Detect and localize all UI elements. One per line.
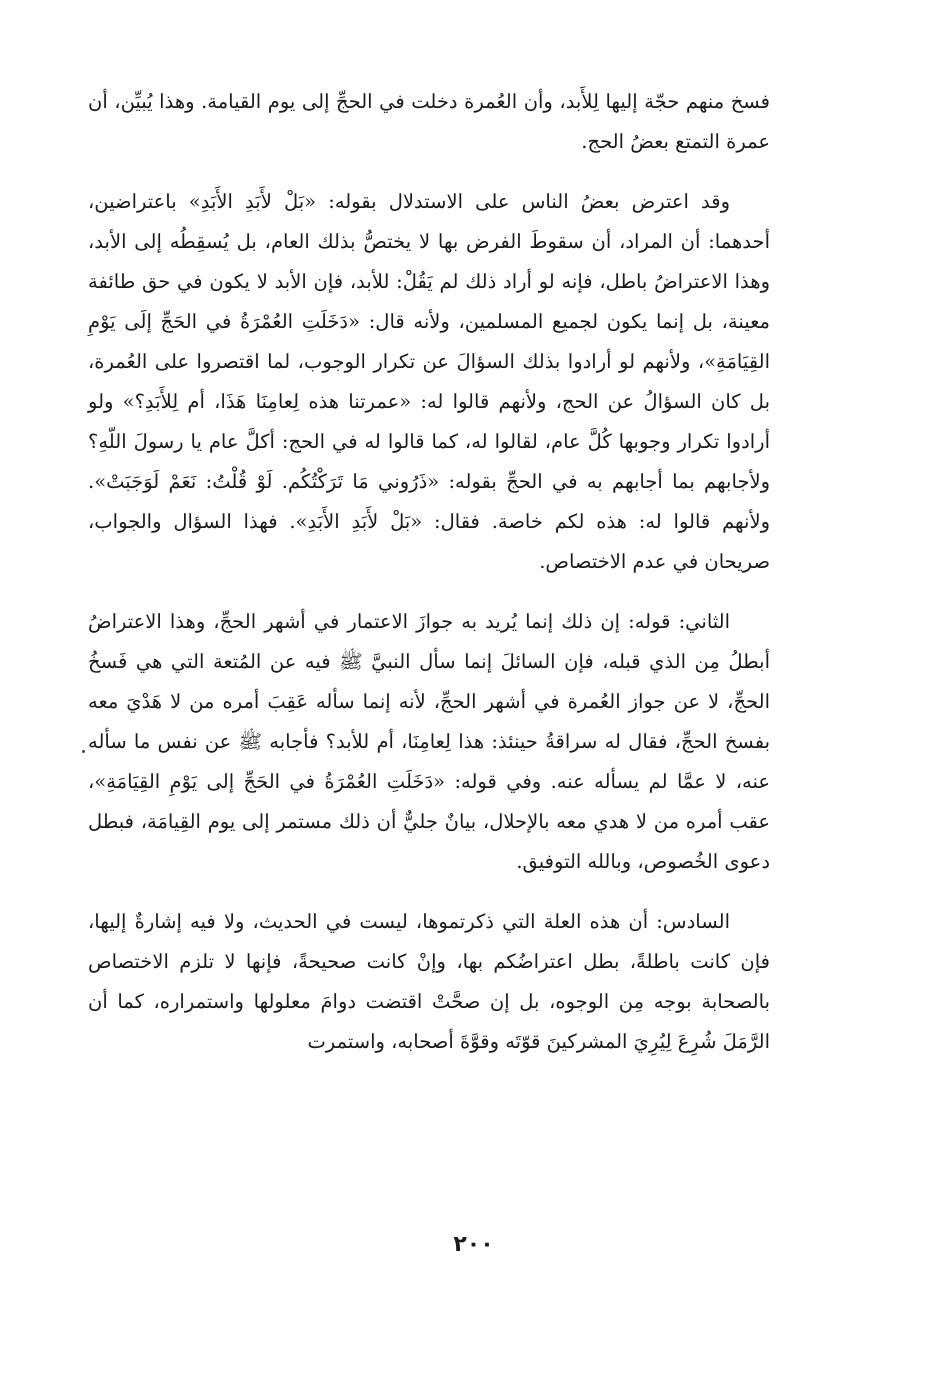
paragraph-2: وقد اعترض بعضُ الناس على الاستدلال بقوله: «بَلْ لأَبَدِ الأَبَدِ» باعتراضين، أحدهما: أن المراد، أن سقوطَ الفرض بها لا يختصُّ بذلك العام، بل يُسقِطُه إلى الأبد، وهذا الاعتراضُ باطل، فإنه لو أراد ذلك لم يَقُلْ: للأبد، فإن الأبد لا يكون في حق طائفة معينة، بل إنما يكون لجميع المسلمين، ولأنه قال: «دَخَلَتِ العُمْرَةُ في الحَجِّ إلَى يَوْمِ القِيَامَةِ»، ولأنهم لو أرادوا بذلك السؤالَ عن تكرار الوجوب، لما اقتصروا على العُمرة، بل كان السؤالُ عن الحج، ولأنهم قالوا له: «عمرتنا هذه لِعامِنَا هَذَا، أم لِلأَبَدِ؟» ولو أرادوا تكرار وجوبها كُلَّ عام، لقالوا له، كما قالوا له في الحج: أكلَّ عام يا رسولَ اللّهِ؟ ولأجابهم بما أجابهم به في الحجِّ بقوله: «ذَرُوني مَا تَرَكْتُكُم. لَوْ قُلْتُ: نَعَمْ لَوَجَبَتْ». ولأنهم قالوا له: هذه لكم خاصة. فقال: «بَلْ لأَبَدِ الأَبَدِ». فهذا السؤال والجواب، صريحان في عدم الاختصاص. (88, 190, 770, 573)
scan-speck (82, 750, 85, 753)
paragraph-4: السادس: أن هذه العلة التي ذكرتموها، ليست في الحديث، ولا فيه إشارةٌ إليها، فإن كانت باطلةً، بطل اعتراضُكم بها، وإنْ كانت صحيحةً، فإنها لا تلزم الاختصاص بالصحابة بوجه مِن الوجوه، بل إن صحَّتْ اقتضت دوامَ معلولها واستمراره، كما أن الرَّمَلَ شُرِعَ لِيُرِيَ المشركينَ قوّتَه وقوَّةَ أصحابه، واستمرت (88, 910, 770, 1053)
paragraph-1: فسخ منهم حجّة إليها لِلأَبد، وأن العُمرة دخلت في الحجِّ إلى يوم القيامة. وهذا يُبيِّن، أن عمرة التمتع بعضُ الحج. (88, 90, 770, 153)
paragraph-3: الثاني: قوله: إن ذلك إنما يُريد به جوازَ الاعتمار في أشهر الحجِّ، وهذا الاعتراضُ أبطلُ مِن الذي قبله، فإن السائلَ إنما سأل النبيَّ ﷺ فيه عن المُتعة التي هي فَسخُ الحجِّ، لا عن جواز العُمرة في أشهر الحجِّ، لأنه إنما سأله عَقِبَ أمره من لا هَدْيَ معه بفسخ الحجِّ، فقال له سراقةُ حينئذ: هذا لِعامِنَا، أم للأبد؟ فأجابه ﷺ عن نفس ما سأله عنه، لا عمَّا لم يسأله عنه. وفي قوله: «دَخَلَتِ العُمْرَةُ في الحَجِّ إلى يَوْمِ القِيَامَةِ»، عقب أمره من لا هدي معه بالإحلال، بيانٌ جليٌّ أن ذلك مستمر إلى يوم القِيامَة، فبطل دعوى الخُصوص، وبالله التوفيق. (88, 610, 770, 873)
page-number: ٢٠٠ (453, 1232, 494, 1257)
document-body (88, 82, 770, 1082)
